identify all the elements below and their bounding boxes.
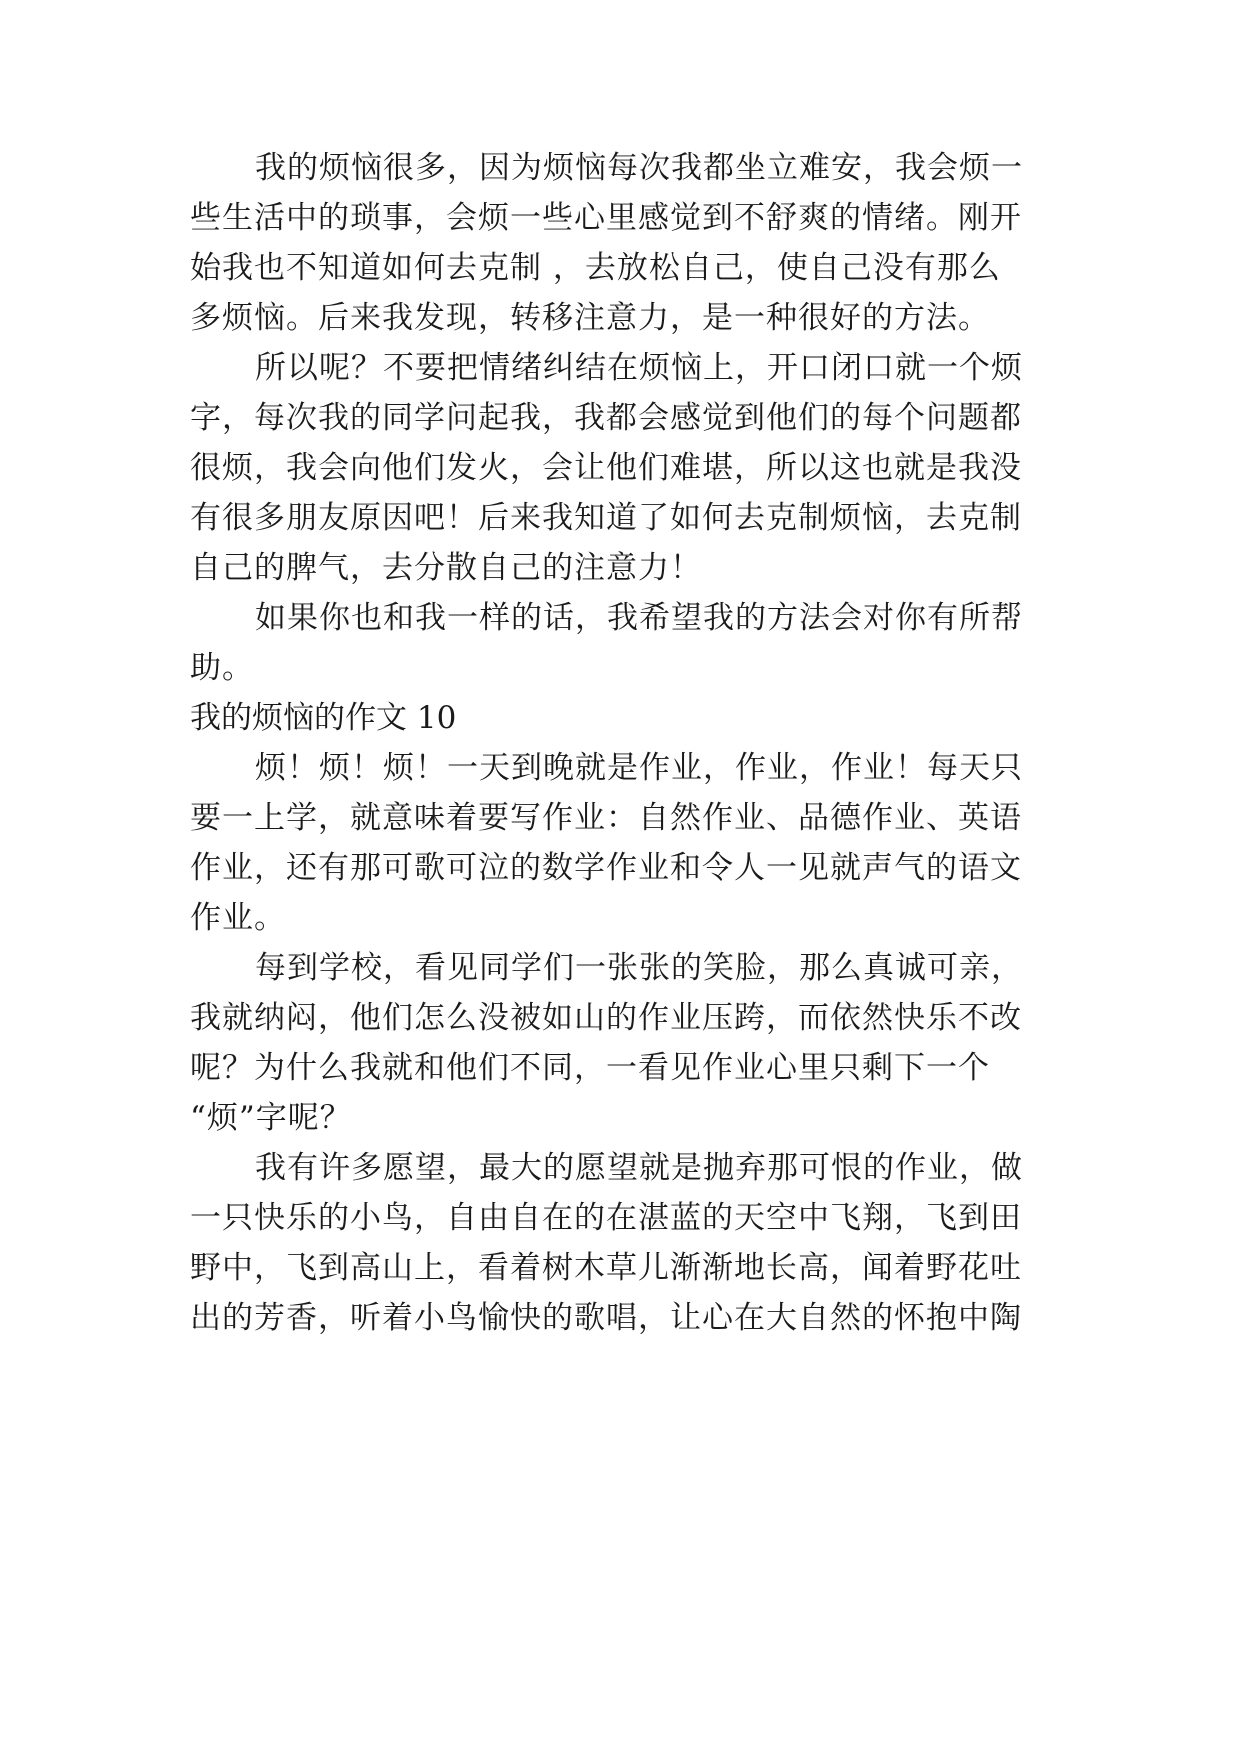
paragraph-line: 有很多朋友原因吧！后来我知道了如何去克制烦恼，去克制 <box>190 500 1022 536</box>
paragraph-line: 如果你也和我一样的话，我希望我的方法会对你有所帮 <box>255 600 1023 636</box>
paragraph-line: 自己的脾气，去分散自己的注意力！ <box>190 550 702 586</box>
paragraph-line: 所以呢？不要把情绪纠结在烦恼上，开口闭口就一个烦 <box>255 350 1023 386</box>
paragraph-line: 很烦，我会向他们发火，会让他们难堪，所以这也就是我没 <box>190 450 1022 486</box>
paragraph-line: 野中，飞到高山上，看着树木草儿渐渐地长高，闻着野花吐 <box>190 1250 1022 1286</box>
paragraph-line: 呢？为什么我就和他们不同，一看见作业心里只剩下一个 <box>190 1050 990 1086</box>
paragraph-line: 多烦恼。后来我发现，转移注意力，是一种很好的方法。 <box>190 300 990 336</box>
paragraph-line: 字，每次我的同学问起我，我都会感觉到他们的每个问题都 <box>190 400 1022 436</box>
paragraph-line: 我有许多愿望，最大的愿望就是抛弃那可恨的作业，做 <box>255 1150 1023 1186</box>
paragraph-line: 些生活中的琐事，会烦一些心里感觉到不舒爽的情绪。刚开 <box>190 200 1022 236</box>
paragraph-line: 作业。 <box>190 900 286 936</box>
section-heading: 我的烦恼的作文 10 <box>190 700 457 736</box>
paragraph-line: 我就纳闷，他们怎么没被如山的作业压跨，而依然快乐不改 <box>190 1000 1022 1036</box>
paragraph-line: 一只快乐的小鸟，自由自在的在湛蓝的天空中飞翔，飞到田 <box>190 1200 1022 1236</box>
paragraph-line: 出的芳香，听着小鸟愉快的歌唱，让心在大自然的怀抱中陶 <box>190 1300 1022 1336</box>
paragraph-line: 始我也不知道如何去克制 ，去放松自己，使自己没有那么 <box>190 250 1001 286</box>
paragraph-line: 每到学校，看见同学们一张张的笑脸，那么真诚可亲， <box>255 950 1023 986</box>
paragraph-line: 我的烦恼很多，因为烦恼每次我都坐立难安，我会烦一 <box>255 150 1023 186</box>
paragraph-line: 烦！烦！烦！一天到晚就是作业，作业，作业！每天只 <box>255 750 1023 786</box>
paragraph-line: “烦”字呢？ <box>190 1100 352 1136</box>
paragraph-line: 要一上学，就意味着要写作业：自然作业、品德作业、英语 <box>190 800 1022 836</box>
paragraph-line: 作业，还有那可歌可泣的数学作业和令人一见就声气的语文 <box>190 850 1022 886</box>
paragraph-line: 助。 <box>190 650 254 686</box>
